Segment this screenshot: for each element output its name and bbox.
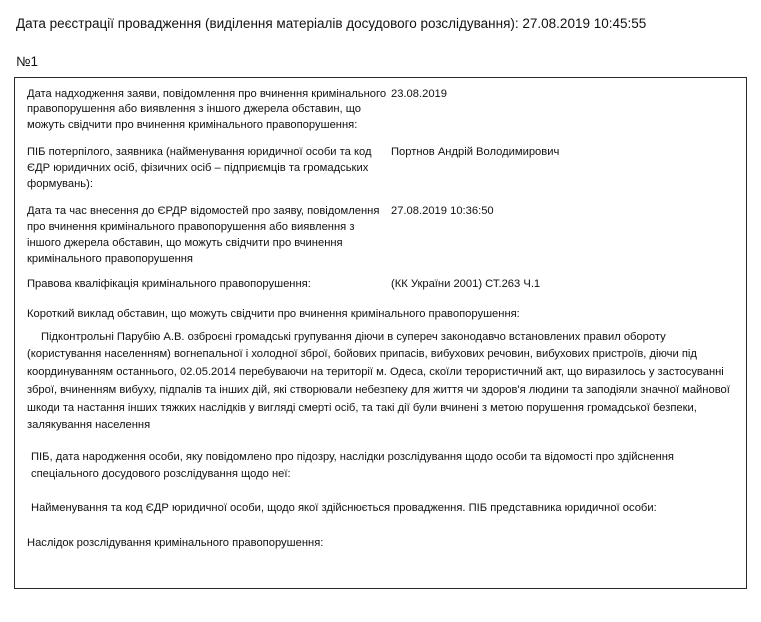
field-label: Дата та час внесення до ЄРДР відомостей про заяву, повідомлення про вчинення кримінального правопорушення або виявлення з іншого джерела обставин, що можуть свідчити про вчинення кримінального правопорушення xyxy=(27,205,380,265)
field-row-victim-name xyxy=(25,145,736,193)
field-row-application-date xyxy=(25,87,736,135)
field-label: Правова кваліфікація кримінального правопорушення: xyxy=(27,277,311,290)
field-value: 23.08.2019 xyxy=(391,87,447,100)
field-label: Дата надходження заяви, повідомлення про вчинення кримінального правопорушення або виявлення з іншого джерела обставин, що можуть свідчити про вчинення кримінального правопорушення: xyxy=(27,87,387,132)
field-value: Портнов Андрій Володимирович xyxy=(391,146,560,159)
legal-entity-info-block: Найменування та код ЄДР юридичної особи, щодо якої здійснюється провадження. ПІБ представника юридичної особи: xyxy=(31,502,657,515)
suspect-info-block: ПІБ, дата народження особи, яку повідомлено про підозру, наслідки розслідування щодо особи та відомості про здійснення спеціального досудового розслідування щодо неї: xyxy=(31,450,674,480)
field-row-legal-qualification xyxy=(25,277,736,293)
record-details-box xyxy=(14,77,747,589)
field-value: 27.08.2019 10:36:50 xyxy=(391,205,494,217)
registration-date-header: Дата реєстрації провадження (виділення матеріалів досудового розслідування): 27.08.2019 10:45:55 xyxy=(16,16,647,31)
record-number: №1 xyxy=(16,53,38,69)
field-label: ПІБ потерпілого, заявника (найменування юридичної особи та код ЄДР юридичних осіб, фізичних осіб – підприємців та громадських формувань): xyxy=(27,146,372,191)
summary-text: Підконтрольні Парубію А.В. озброєні громадські групування діючи в супереч законодавчо встановлених правил обороту (користування населенням) вогнепальної і холодної зброї, бойових припасів, вибухових речовин, вибухових пристроїв, діючи під координуванням останнього, 02.05.2014 перебуваючи на території м. Одеса, скоїли терористичний акт, що виразилось у застосуванні зброї, вчиненням вибуху, підпалів та інших дій, які створювали небезпеку для життя чи здоров'я людини та заподіяли значної майнової шкоди та настання інших тяжких наслідків у вигляді смерті осіб, та такі дії були вчинені з метою порушення громадської безпеки, залякування населення xyxy=(27,330,730,432)
field-value: (КК України 2001) СТ.263 Ч.1 xyxy=(391,277,541,290)
summary-section-title: Короткий виклад обставин, що можуть свідчити про вчинення кримінального правопорушення: xyxy=(27,307,520,320)
field-row-erdr-entry-datetime xyxy=(25,204,736,268)
investigation-result-block: Наслідок розслідування кримінального правопорушення: xyxy=(27,537,324,550)
